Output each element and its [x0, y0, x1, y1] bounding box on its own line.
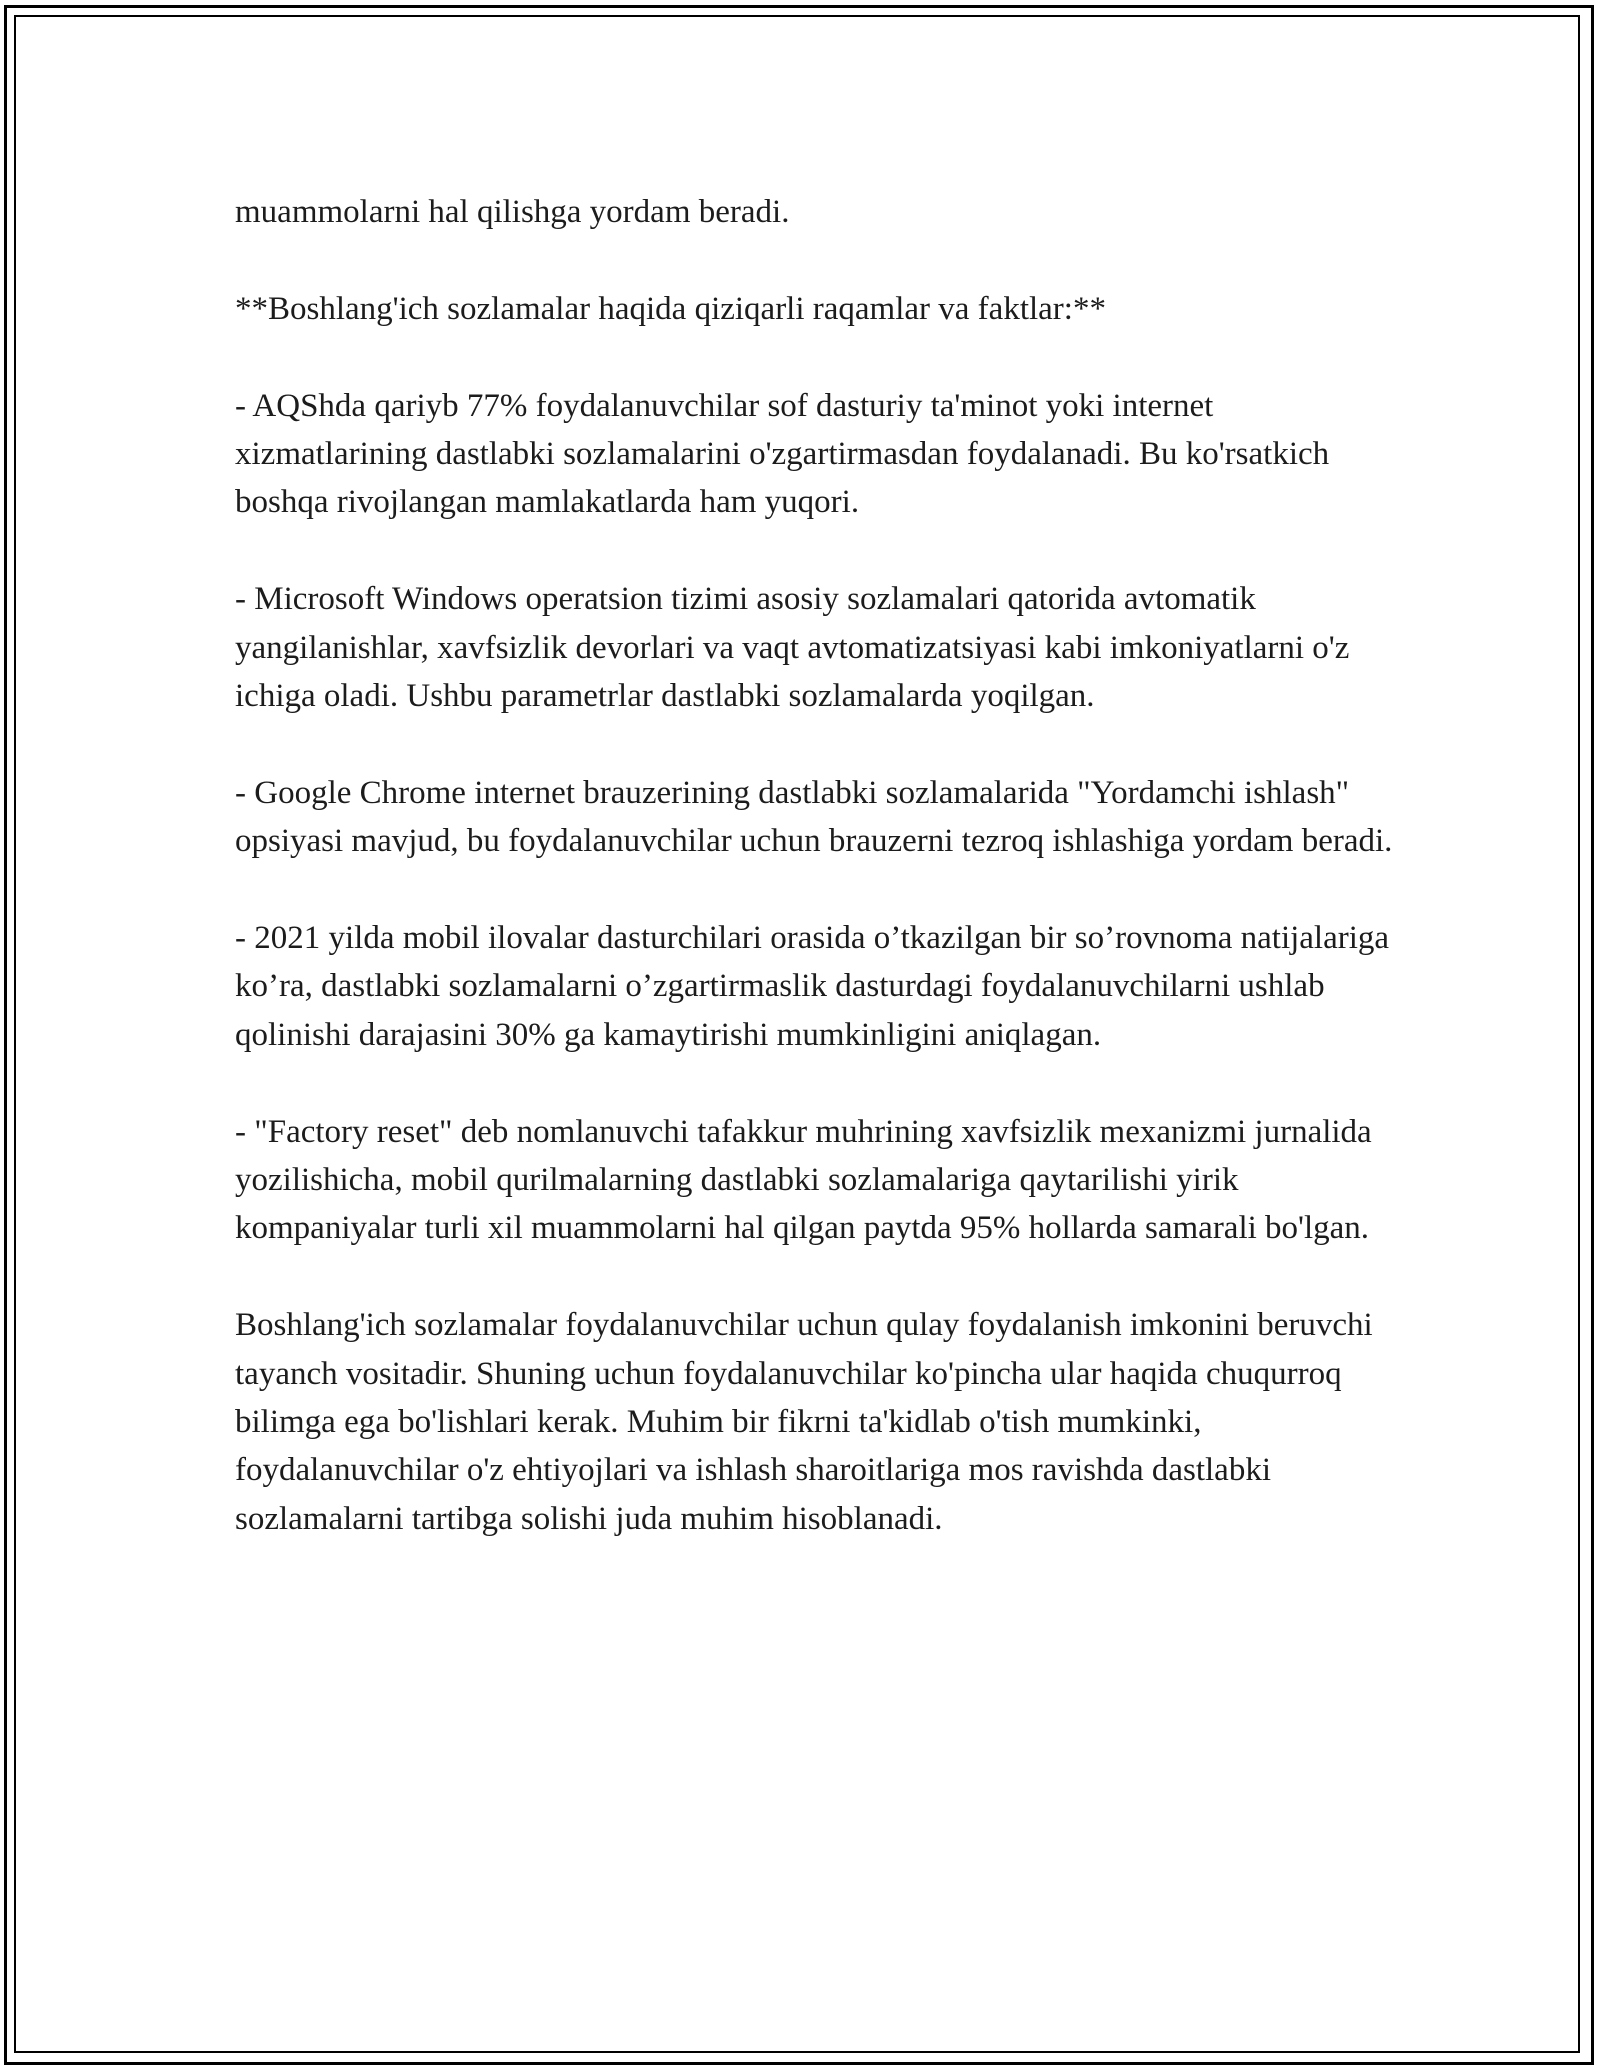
document-body	[235, 188, 1395, 1543]
paragraph-continuation: muammolarni hal qilishga yordam beradi.	[235, 194, 790, 230]
conclusion-paragraph: Boshlang'ich sozlamalar foydalanuvchilar uchun qulay foydalanish imkonini beruvchi tayanch vositadir. Shuning uchun foydalanuvchilar ko'pincha ular haqida chuqurroq bilimga ega bo'lishlari kerak. Muhim bir fikrni ta'kidlab o'tish mumkinki, foydalanuvchilar o'z ehtiyojlari va ishlash sharoitlariga mos ravishda dastlabki sozlamalarni tartibga solishi juda muhim hisoblanadi.	[235, 1307, 1373, 1537]
fact-item-survey-2021: - 2021 yilda mobil ilovalar dasturchilari orasida o’tkazilgan bir so’rovnoma natijalariga ko’ra, dastlabki sozlamalarni o’zgartirmaslik dasturdagi foydalanuvchilarni ushlab qolinishi darajasini 30% ga kamaytirishi mumkinligini aniqlagan.	[235, 920, 1390, 1053]
facts-heading: **Boshlang'ich sozlamalar haqida qiziqarli raqamlar va faktlar:**	[235, 290, 1106, 327]
fact-item-factory-reset: - "Factory reset" deb nomlanuvchi tafakkur muhrining xavfsizlik mexanizmi jurnalida yozilishicha, mobil qurilmalarning dastlabki sozlamalariga qaytarilishi yirik kompaniyalar turli xil muammolarni hal qilgan paytda 95% hollarda samarali bo'lgan.	[235, 1113, 1372, 1247]
fact-item-chrome: - Google Chrome internet brauzerining dastlabki sozlamalarida "Yordamchi ishlash" opsiyasi mavjud, bu foydalanuvchilar uchun brauzerni tezroq ishlashiga yordam beradi.	[235, 774, 1393, 860]
fact-item-usa: - AQShda qariyb 77% foydalanuvchilar sof dasturiy ta'minot yoki internet xizmatlarining dastlabki sozlamalarini o'zgartirmasdan foydalanadi. Bu ko'rsatkich boshqa rivojlangan mamlakatlarda ham yuqori.	[235, 387, 1330, 521]
fact-item-windows: - Microsoft Windows operatsion tizimi asosiy sozlamalari qatorida avtomatik yangilanishlar, xavfsizlik devorlari va vaqt avtomatizatsiyasi kabi imkoniyatlarni o'z ichiga oladi. Ushbu parametrlar dastlabki sozlamalarda yoqilgan.	[235, 581, 1350, 715]
